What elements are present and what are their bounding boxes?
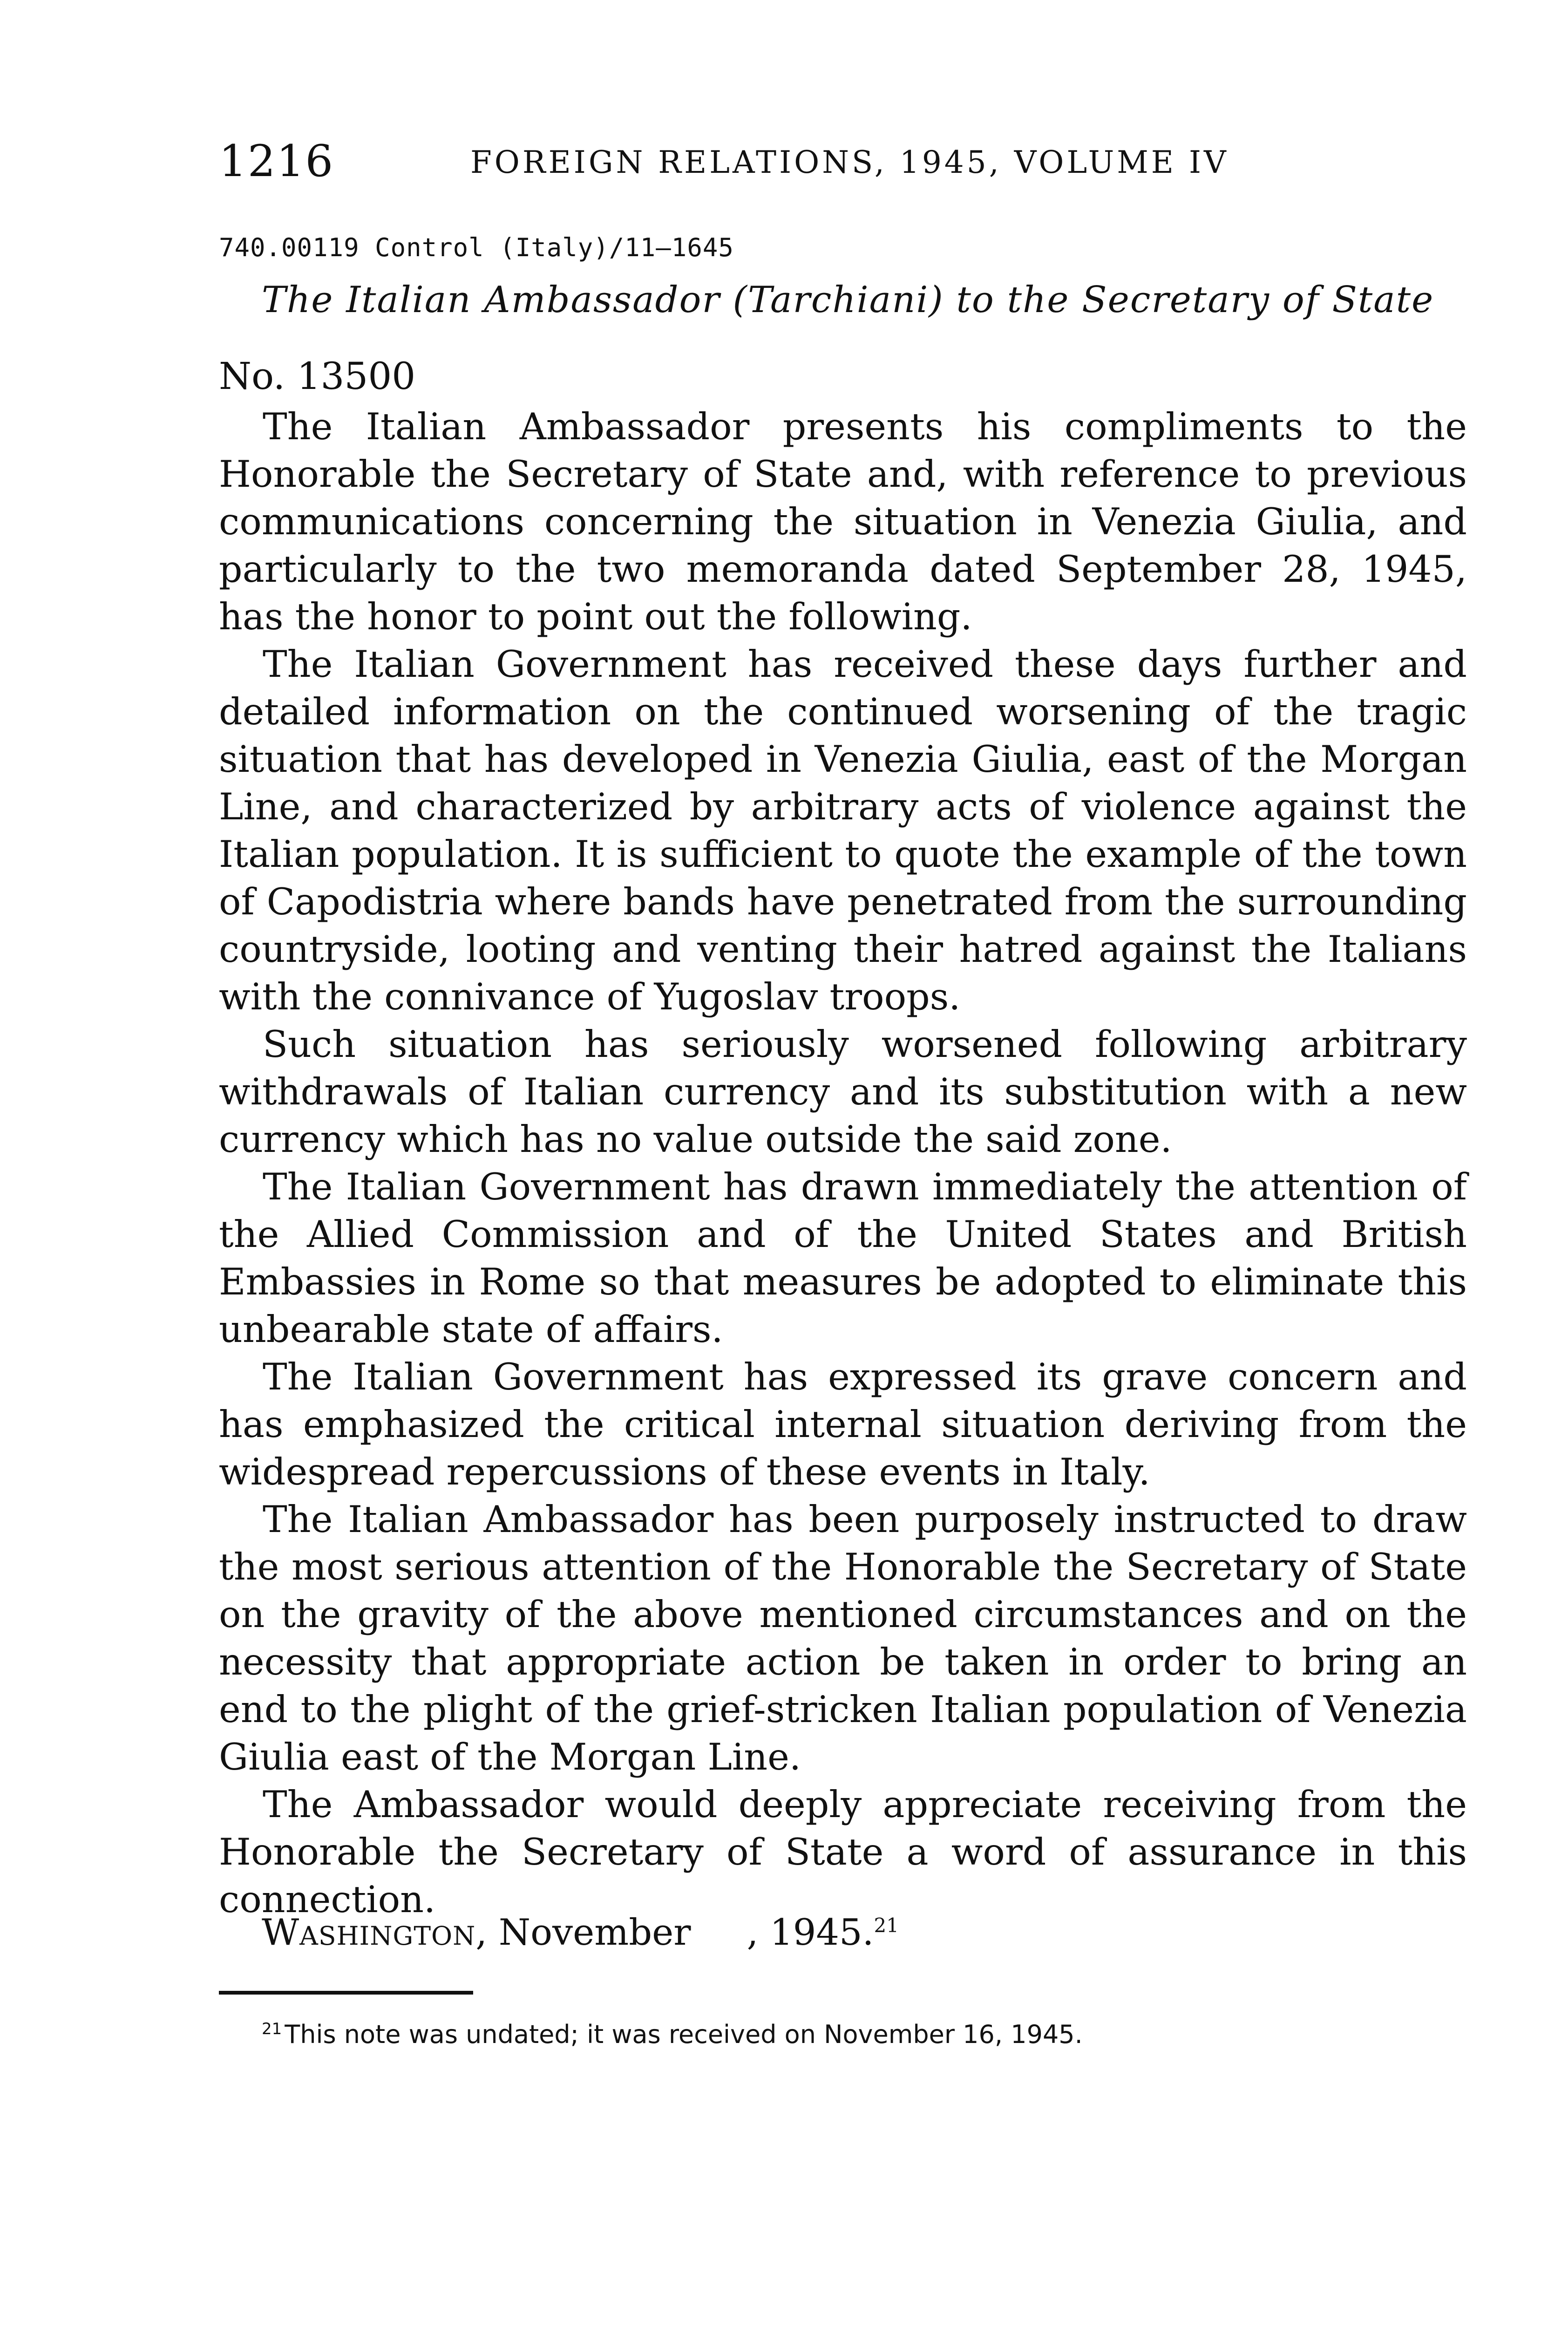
paragraph-assurance: The Ambassador would deeply appreciate receiving from the Honorable the Secretary of State a word of assurance in this connection.	[219, 1783, 1467, 1921]
dateline-year: , 1945.	[747, 1912, 874, 1954]
dateline	[262, 1912, 899, 1954]
document-number: No. 13500	[219, 354, 416, 398]
file-reference: 740.00119 Control (Italy)/11–1645	[219, 233, 734, 262]
running-head: FOREIGN RELATIONS, 1945, VOLUME IV	[470, 144, 1229, 180]
page-number: 1216	[219, 136, 334, 187]
dateline-month: November	[498, 1912, 691, 1954]
footnote-reference: 21	[874, 1914, 899, 1937]
footnote	[262, 2020, 1083, 2050]
dateline-comma: ,	[475, 1912, 499, 1954]
document-body	[219, 403, 1467, 1923]
footnote-text: This note was undated; it was received on November 16, 1945.	[285, 2020, 1083, 2049]
page-header	[219, 136, 1430, 205]
footnote-rule	[219, 1991, 473, 1995]
paragraph-currency: Such situation has seriously worsened following arbitrary withdrawals of Italian currency and its substitution with a new currency which has no value outside the said zone.	[219, 1023, 1467, 1161]
paragraph-situation: The Italian Government has received these days further and detailed information on the continued worsening of the tragic situation that has developed in Venezia Giulia, east of the Morgan Line, and characterized by arbitrary acts of violence against the Italian population. It is sufficient to quote the example of the town of Capodistria where bands have penetrated from the surrounding countryside, looting and venting their hatred against the Italians with the connivance of Yugoslav troops.	[219, 643, 1467, 1018]
dateline-place: Washington	[262, 1912, 476, 1954]
paragraph-compliments: The Italian Ambassador presents his compliments to the Honorable the Secretary of State and, with reference to previous communications concerning the situation in Venezia Giulia, and particularly to the two memoranda dated September 28, 1945, has the honor to point out the following.	[219, 405, 1467, 638]
paragraph-instruction: The Italian Ambassador has been purposely instructed to draw the most serious attention of the Honorable the Secretary of State on the gravity of the above mentioned circumstances and on the necessity that appropriate action be taken in order to bring an end to the plight of the grief-stricken Italian population of Venezia Giulia east of the Morgan Line.	[219, 1498, 1467, 1778]
document-title: The Italian Ambassador (Tarchiani) to the Secretary of State	[262, 279, 1434, 321]
paragraph-allied-commission: The Italian Government has drawn immediately the attention of the Allied Commission and of the United States and British Embassies in Rome so that measures be adopted to eliminate this unbearable state of affairs.	[219, 1165, 1467, 1351]
footnote-marker: 21	[262, 2020, 282, 2038]
paragraph-grave-concern: The Italian Government has expressed its grave concern and has emphasized the critical internal situation deriving from the widespread repercussions of these events in Italy.	[219, 1355, 1467, 1493]
